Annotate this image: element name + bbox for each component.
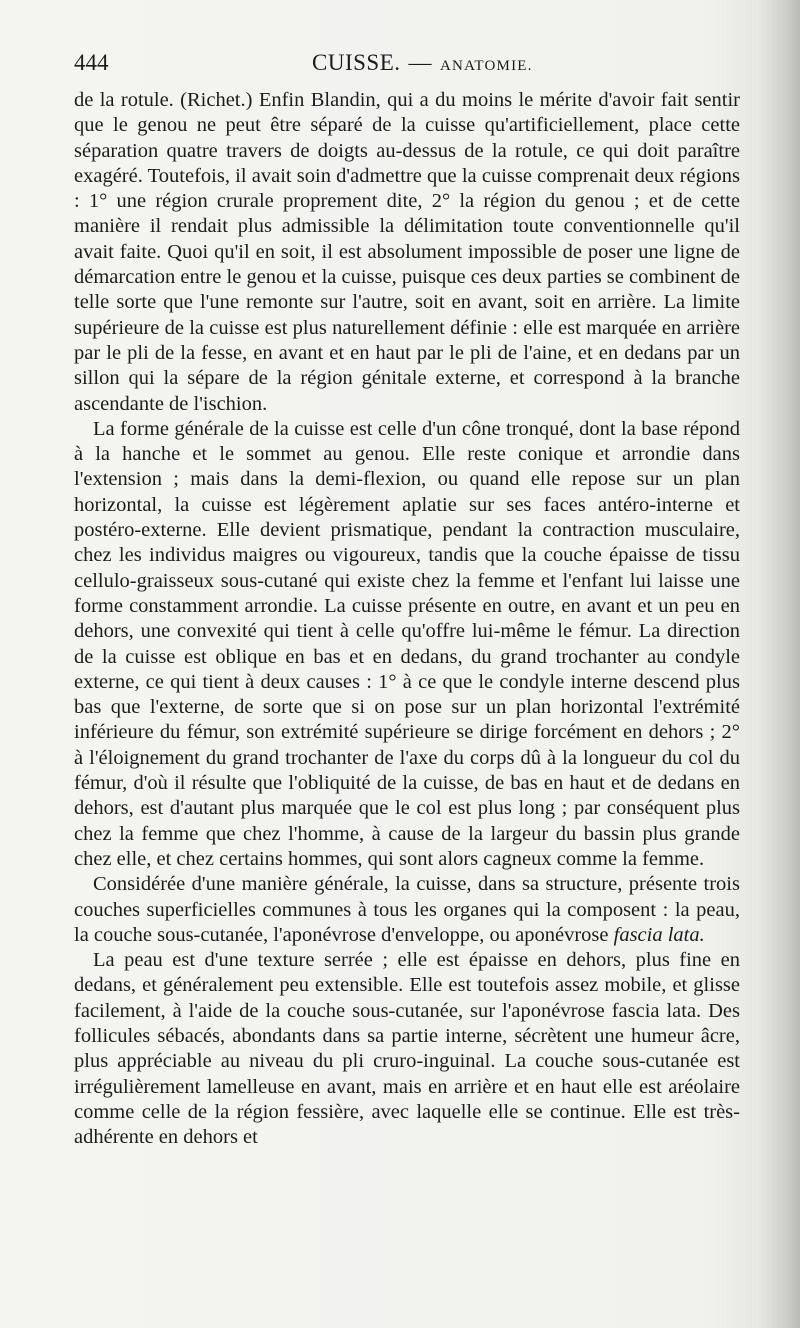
italic-term: fascia lata. (613, 923, 705, 946)
paragraph-1: de la rotule. (Richet.) Enfin Blandin, qui a du moins le mérite d'avoir fait sentir que le genou ne peut être séparé de la cuisse qu'artificiellement, place cette séparation quatre travers de doigts au-dessus de la rotule, ce qui doit paraître exagéré. Toutefois, il avait soin d'admettre que la cuisse comprenait deux régions : 1° une région crurale proprement dite, 2° la région du genou ; et de cette manière il rendait plus admissible la délimitation toute conventionnelle qu'il avait faite. Quoi qu'il en soit, il est absolument impossible de poser une ligne de démarcation entre le genou et la cuisse, puisque ces deux parties se combinent de telle sorte que l'une remonte sur l'autre, soit en avant, soit en arrière. La limite supérieure de la cuisse est plus naturellement définie : elle est marquée en arrière par le pli de la fesse, en avant et en haut par le pli de l'aine, et en dedans par un sillon qui la sépare de la région génitale externe, et correspond à la branche ascendante de l'ischion. (74, 89, 741, 415)
running-title-subtitle: ANATOMIE. (440, 58, 533, 74)
running-title-main: CUISSE. (312, 50, 401, 75)
paragraph-2: La forme générale de la cuisse est celle d'un cône tronqué, dont la base répond à la hanche et le sommet au genou. Elle reste conique et arrondie dans l'extension ; mais dans la demi-flexion, ou quand elle repose sur un plan horizontal, la cuisse est légèrement aplatie sur ses faces antéro-interne et postéro-externe. Elle devient prismatique, pendant la contraction musculaire, chez les individus maigres ou vigoureux, tandis que la couche épaisse de tissu cellulo-graisseux sous-cutané qui existe chez la femme et l'enfant lui laisse une forme constamment arrondie. La cuisse présente en outre, en avant et un peu en dehors, une convexité qui tient à celle qu'offre lui-même le fémur. La direction de la cuisse est oblique en bas et en dedans, du grand trochanter au condyle externe, ce qui tient à deux causes : 1° à ce que le condyle interne descend plus bas que l'externe, de sorte que si on pose sur un plan horizontal l'extrémité inférieure du fémur, son extrémité supérieure se dirige forcément en dehors ; 2° à l'éloignement du grand trochanter de l'axe du corps dû à la longueur du col du fémur, d'où il résulte que l'obliquité de la cuisse, de bas en haut et de dedans en dehors, est d'autant plus marquée que le col est plus long ; par conséquent plus chez la femme que chez l'homme, à cause de la largeur du bassin plus grande chez elle, et chez certains hommes, qui sont alors cagneux comme la femme. (74, 417, 740, 870)
page-number: 444 (74, 50, 109, 75)
running-title (312, 50, 533, 76)
paragraph-4: La peau est d'une texture serrée ; elle est épaisse en dehors, plus fine en dedans, et généralement peu extensible. Elle est toutefois assez mobile, et glisse facilement, à l'aide de la couche sous-cutanée, sur l'aponévrose fascia lata. Des follicules sébacés, abondants dans sa partie interne, sécrètent une humeur âcre, plus appréciable au niveau du pli cruro-inguinal. La couche sous-cutanée est irrégulièrement lamelleuse en avant, mais en arrière et en haut elle est aréolaire comme celle de la région fessière, avec laquelle elle se continue. Elle est très-adhérente en dehors et (74, 949, 740, 1149)
running-header (74, 50, 740, 84)
paragraph-3-text: Considérée d'une manière générale, la cuisse, dans sa structure, présente trois couches superficielles communes à tous les organes qui la composent : la peau, la couche sous-cutanée, l'aponévrose d'enveloppe, ou aponévrose (74, 873, 740, 946)
body-text (74, 88, 740, 1150)
title-separator: — (408, 50, 432, 75)
paragraph-3 (74, 872, 740, 948)
